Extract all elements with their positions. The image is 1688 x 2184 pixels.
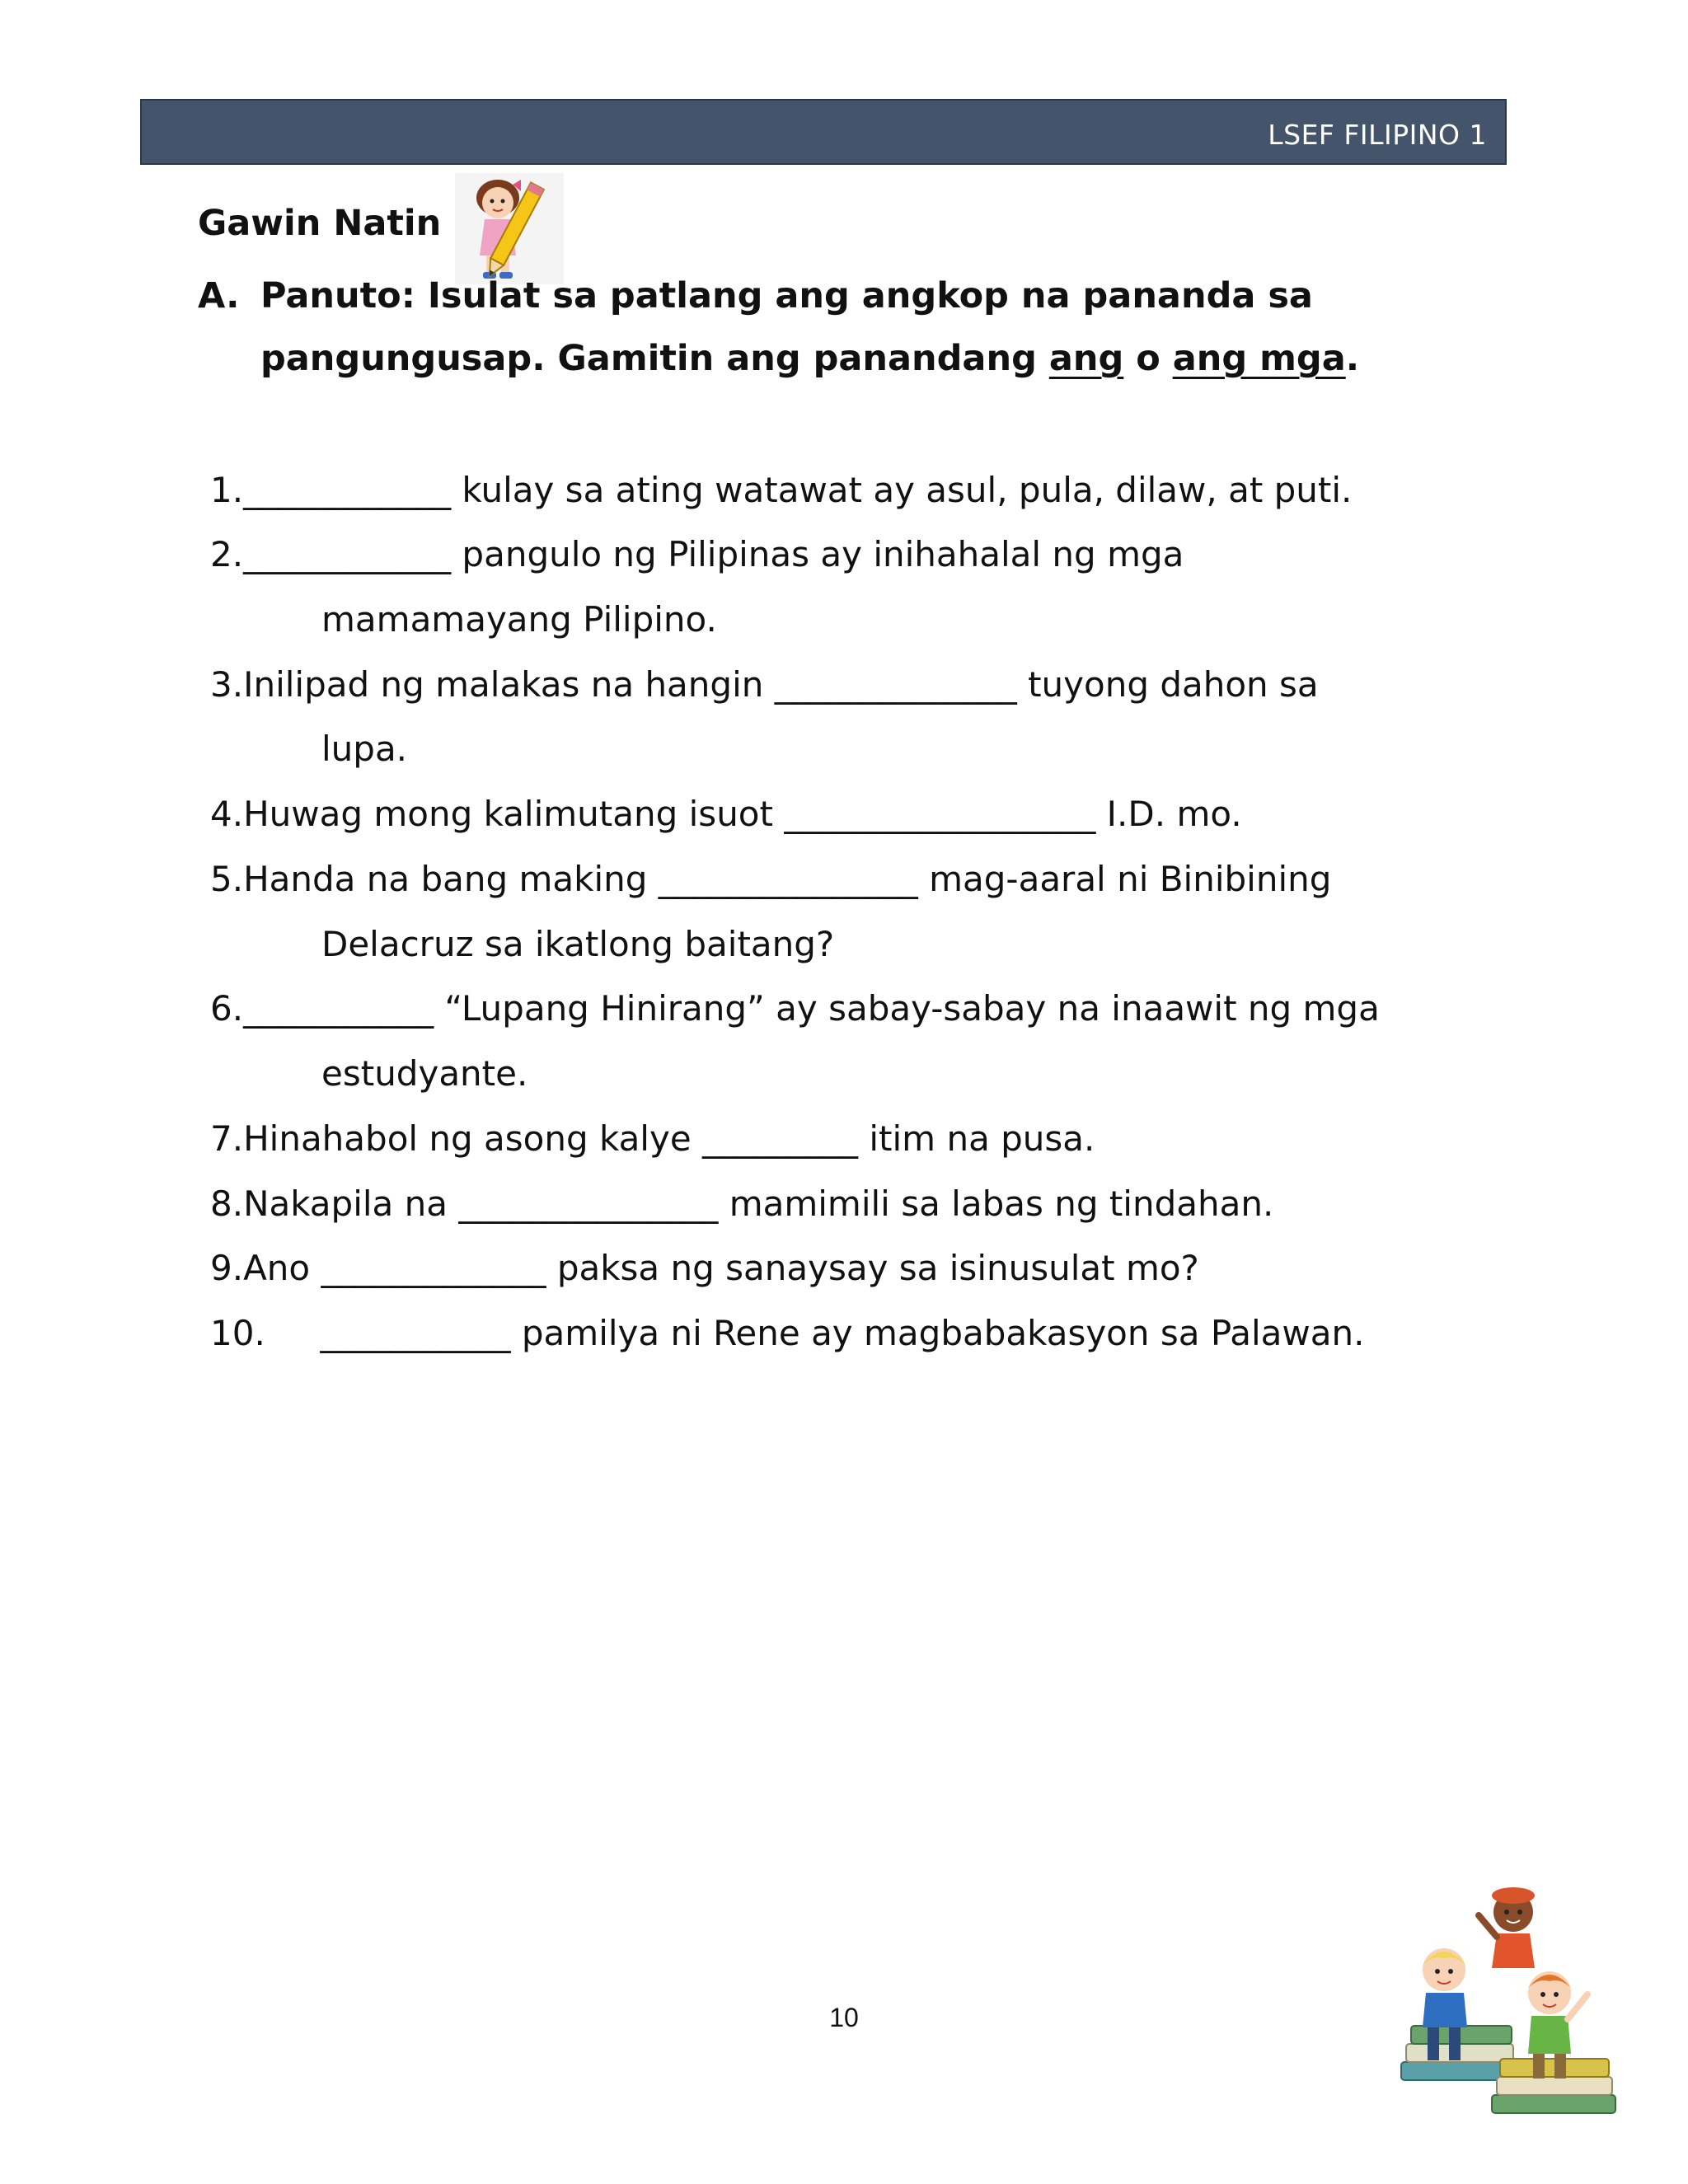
list-item-7: 7.Hinahabol ng asong kalye _________ itim na pusa. (210, 1118, 1095, 1159)
list-item-2: 2.____________ pangulo ng Pilipinas ay inihahalal ng mga (210, 534, 1184, 574)
girl-with-pencil-icon (455, 173, 564, 284)
list-item-3: 3.Inilipad ng malakas na hangin ______________ tuyong dahon sa (210, 664, 1319, 705)
page-number: 10 (829, 2003, 859, 2032)
header-bar (140, 99, 1507, 165)
list-item-5-cont: Delacruz sa ikatlong baitang? (321, 924, 835, 964)
instruction-line-1: Panuto: Isulat sa patlang ang angkop na pananda sa (260, 275, 1313, 316)
list-item-10: 10. ___________ pamilya ni Rene ay magbabakasyon sa Palawan. (210, 1313, 1365, 1353)
instruction-line-2 (260, 338, 1359, 379)
marker-ang-mga: ang mga (1172, 338, 1346, 379)
instruction-period: . (1345, 338, 1360, 379)
list-item-4: 4.Huwag mong kalimutang isuot __________________ I.D. mo. (210, 794, 1242, 834)
list-item-6-cont: estudyante. (321, 1053, 528, 1094)
instruction-letter: A. (198, 275, 240, 316)
list-item-1: 1.____________ kulay sa ating watawat ay asul, pula, dilaw, at puti. (210, 470, 1353, 510)
instruction-connector: o (1123, 338, 1173, 379)
section-title: Gawin Natin (198, 203, 442, 244)
children-on-books-icon (1393, 1879, 1624, 2126)
list-item-5: 5.Handa na bang making _______________ mag-aaral ni Binibining (210, 859, 1332, 899)
marker-ang: ang (1048, 338, 1124, 379)
instruction-line-2-text: pangungusap. Gamitin ang panandang (260, 338, 1049, 379)
list-item-6: 6.___________ “Lupang Hinirang” ay sabay-sabay na inaawit ng mga (210, 988, 1380, 1029)
list-item-9: 9.Ano _____________ paksa ng sanaysay sa isinusulat mo? (210, 1248, 1199, 1288)
list-item-2-cont: mamamayang Pilipino. (321, 599, 717, 640)
header-title: LSEF FILIPINO 1 (1268, 119, 1487, 151)
list-item-3-cont: lupa. (321, 729, 408, 769)
list-item-8: 8.Nakapila na _______________ mamimili sa labas ng tindahan. (210, 1183, 1274, 1224)
